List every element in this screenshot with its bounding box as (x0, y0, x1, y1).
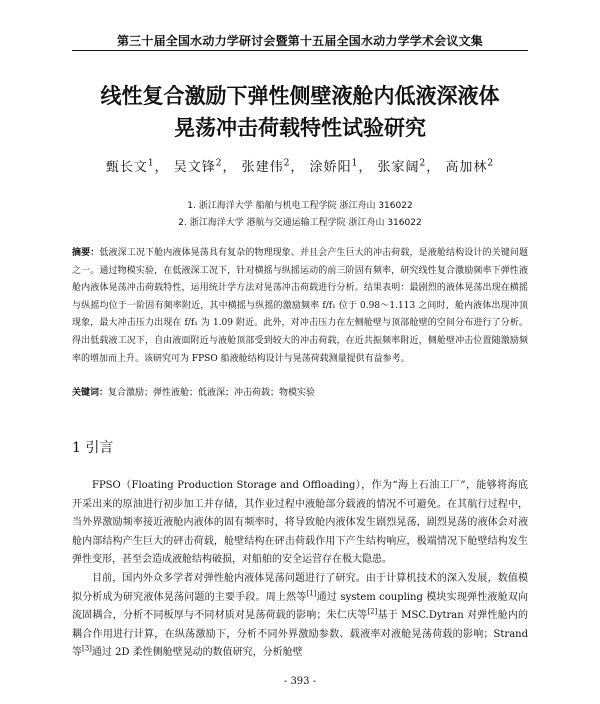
citation-2: [2] (367, 607, 378, 616)
body-paragraph-1: FPSO（Floating Production Storage and Offloading），作为“海上石油工厂”，能够将海底开采出来的原油进行初步加工并存储，其作业过程中液舱部分载液的情况不可避免。在其航行过程中，当外界激励频率接近液舱内液体的固有频率时，将导致舱内液体发生剧烈晃荡，剧烈晃荡的液体会对液舱内部结构产生巨大的砰击荷载，舱壁结构在砰击荷载作用下产生结构响应，极端情况下舱壁结构发生弹性变形，甚至会造成液舱结构破损，对船舶的安全运营存在极大隐患。 (72, 480, 528, 566)
paper-title-line-2: 晃荡冲击荷载特性试验研究 (174, 116, 426, 140)
keywords-text: 复合激励；弹性液舱；低液深；冲击荷载；物模实验 (108, 388, 316, 398)
abstract-label: 摘要： (72, 248, 100, 258)
author-6: 高加林$^2$ (445, 158, 495, 175)
keywords-label: 关键词： (72, 388, 109, 398)
body-text (72, 477, 528, 663)
author-5: 张家阔$^2$ (377, 158, 427, 175)
abstract (72, 245, 528, 368)
section-heading: 1 引言 (72, 440, 114, 456)
author-1: 甄长文$^1$ (105, 158, 155, 175)
header-rule (72, 50, 528, 51)
abstract-text: 低液深工况下舱内液体晃荡具有复杂的物理现象、并且会产生巨大的冲击荷载，是液舱结构设计的关键问题之一。通过物模实验，在低液深工况下，针对横摇与纵摇运动的前三阶固有频率，研究线性复合激励频率下弹性液舱内液体晃荡冲击荷载特性，运用统计学方法对晃荡冲击荷载进行分析。结果表明：最剧烈的液体晃荡出现在横摇与纵摇均位于一阶固有频率附近，其中横摇与纵摇的激励频率 f/f₁ 位于 0.98～1.113 之间时，舱内液体出现冲顶现象，最大冲击压力出现在 f/f₁ 为 1.09 附近。此外，对冲击压力在左侧舱壁与顶部舱壁的空间分布进行了分析。得出低载液工况下，自由液面附近与液舱顶部受到较大的冲击荷载，在近共振频率附近，侧舱壁冲击位置随激励频率的增加而上升。该研究可为 FPSO 船液舱结构设计与晃荡荷载测量提供有益参考。 (72, 248, 528, 364)
affiliation-1: 1. 浙江海洋大学 船舶与机电工程学院 浙江舟山 316022 (187, 201, 413, 211)
author-4: 涂娇阳$^1$ (309, 158, 359, 175)
citation-1: [1] (306, 589, 317, 598)
paper-title-line-1: 线性复合激励下弹性侧壁液舱内低液深液体 (100, 84, 500, 108)
affiliation-2: 2. 浙江海洋大学 港航与交通运输工程学院 浙江舟山 316022 (178, 218, 422, 228)
keywords (72, 385, 528, 398)
page-number: - 393 - (283, 676, 317, 687)
author-2: 吴文锋$^2$ (173, 158, 223, 175)
body-paragraph-2: 目前，国内外众多学者对弹性舱内液体晃荡问题进行了研究。由于计算机技术的深入发展，数值模拟分析成为研究液体晃荡问题的主要手段。周上然等[1]通过 system coupling 模块实现弹性液舱双向流固耦合，分析不同板厚与不同材质对晃荡荷载的影响；朱仁庆等[2]基于 MSC.Dytran 对弹性舱内的耦合作用进行计算，在纵荡激励下，分析不同外界激励参数、载液率对液舱晃荡荷载的影响；Strand 等[3]通过 2D 柔性侧舱壁晃动的数值研究，分析舱壁 (72, 572, 528, 659)
citation-3: [3] (82, 645, 92, 654)
author-list: 甄长文$^1$， 吴文锋$^2$， 张建伟$^2$， 涂娇阳$^1$， 张家阔$^2$， 高加林$^2$ (105, 158, 495, 175)
author-3: 张建伟$^2$ (241, 158, 291, 175)
running-header: 第三十届全国水动力学研讨会暨第十五届全国水动力学学术会议文集 (116, 34, 483, 48)
